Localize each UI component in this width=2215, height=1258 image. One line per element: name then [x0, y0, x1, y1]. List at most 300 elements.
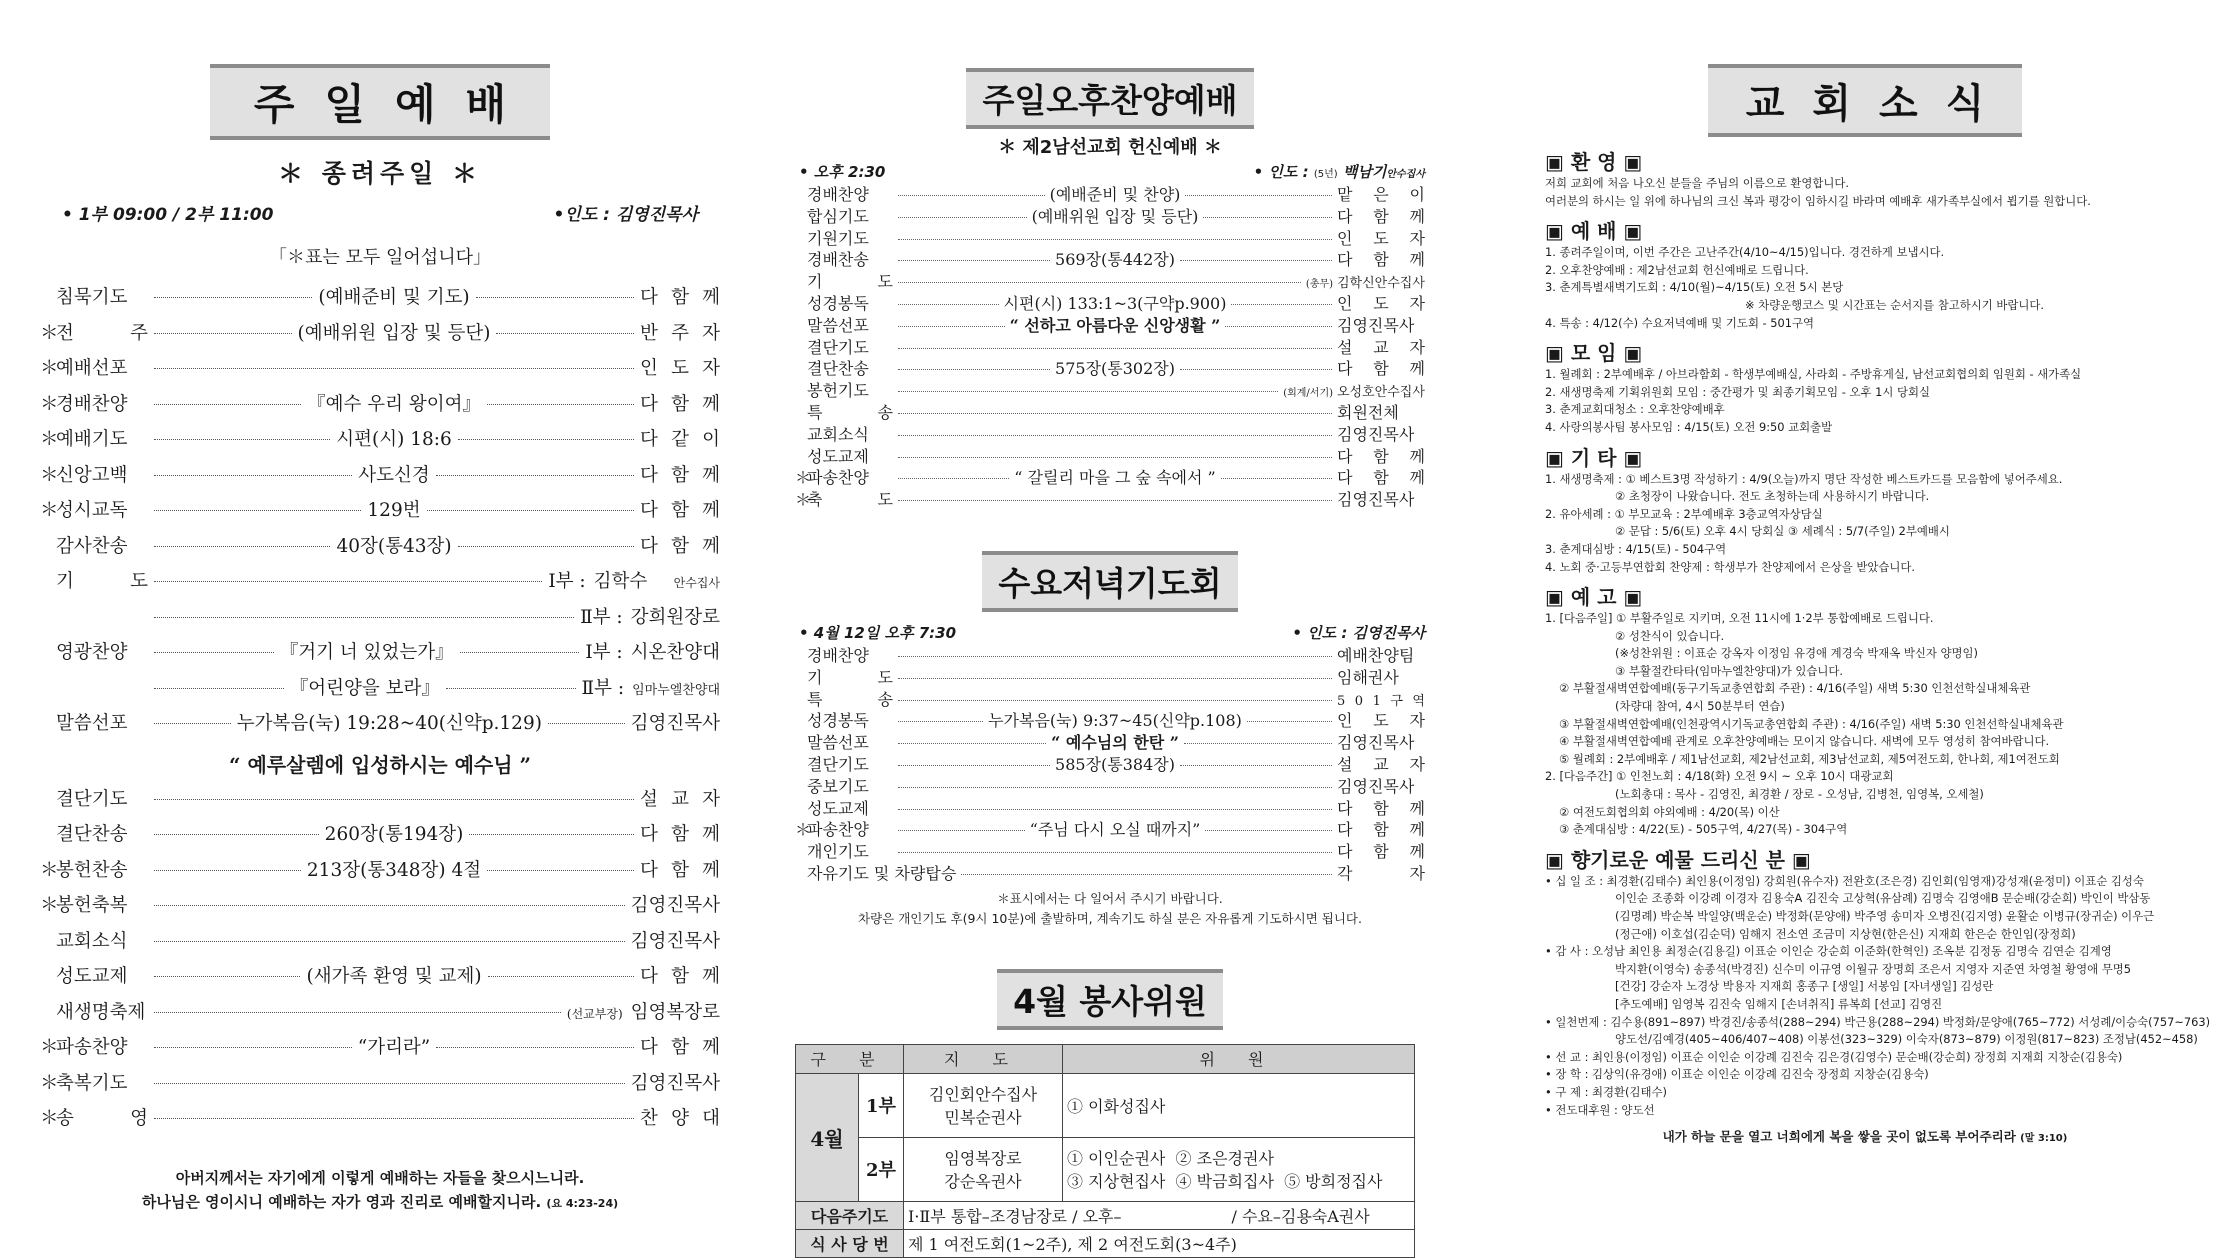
item-name: 말씀선포 — [807, 315, 869, 335]
news-line: ※ 차량운행코스 및 시간표는 순서지를 참고하시기 바랍니다. — [1745, 297, 2044, 312]
news-line: (차량대 참여, 4시 50분부터 연습) — [1615, 699, 1785, 714]
item-leader: 맡 은 이 — [1337, 185, 1426, 204]
item-leader: 다 함 께 — [1337, 842, 1425, 862]
dot-leader — [154, 1047, 352, 1048]
news-body — [1545, 149, 2211, 1119]
news-section-heading: ▣ 예 배 ▣ — [1545, 219, 1643, 244]
item-leader: 김영진목사 — [1337, 490, 1415, 510]
item-content: 시편(시) 133:1~3(구약p.900) — [1003, 293, 1227, 313]
item-content: 40장(통43장) — [336, 535, 452, 557]
stand-marker: ＊ — [795, 820, 812, 840]
malachi-verse: 내가 하늘 문을 열고 너희에게 복을 쌓을 곳이 없도록 부어주리라 (말 3:10) — [1662, 1129, 2068, 1145]
item-leader: 반 주 자 — [640, 322, 721, 344]
news-line: 4. 특송 : 4/12(수) 수요저녁예배 및 기도회 - 501구역 — [1545, 315, 1815, 330]
dot-leader — [898, 326, 1005, 327]
dot-leader — [898, 239, 1332, 240]
church-news-title: 교회소식 — [1708, 64, 2023, 137]
news-line: • 전도대후원 : 양도선 — [1545, 1102, 1655, 1117]
news-section-heading: ▣ 기 타 ▣ — [1545, 445, 1643, 470]
news-line: 2. 새생명축제 기획위원회 모임 : 중간평가 및 최종기획모임 - 오후 1시 당회실 — [1545, 384, 1930, 399]
order-item — [40, 567, 720, 603]
dot-leader — [154, 439, 330, 440]
item-name: 자유기도 및 차량탑승 — [807, 863, 957, 883]
dot-leader — [1231, 304, 1332, 305]
dot-leader — [898, 743, 1046, 744]
afternoon-leader: • 인도 : (5년) 백남기안수집사 — [1253, 163, 1425, 181]
news-section-heading: ▣ 예 고 ▣ — [1545, 585, 1643, 610]
item-leader: 설 교 자 — [1337, 337, 1425, 357]
item-leader: 강희원장로 — [630, 606, 720, 628]
item-name: 결단기도 — [807, 754, 869, 774]
stand-marker: ＊ — [40, 322, 59, 344]
order-item — [40, 425, 720, 461]
service-leader: •인도 : 김영진목사 — [553, 205, 698, 225]
news-line: ⑤ 월례회 : 2부예배후 / 제1남선교회, 제2남선교회, 제3남선교회, 제5여전도회, 한나회, 제1여전도회 — [1559, 751, 2060, 766]
news-section-heading: ▣ 향기로운 예물 드리신 분 ▣ — [1545, 847, 1811, 872]
order-item — [795, 796, 1425, 818]
dot-leader — [898, 457, 1332, 458]
order-item — [40, 319, 720, 355]
item-content: 누가복음(눅) 9:37~45(신약p.108) — [988, 711, 1242, 731]
item-leader: 김영진목사 — [1337, 424, 1415, 444]
item-content: (예배준비 및 찬양) — [1049, 185, 1181, 204]
order-item — [795, 400, 1425, 422]
news-line: • 선 교 : 최인용(이정임) 이표순 이인순 이강례 김진숙 김은경(김영수) 문순배(강순희) 장정희 지재희 지창순(김용숙) — [1545, 1049, 2123, 1064]
order-item — [40, 820, 720, 856]
dot-leader — [154, 1012, 561, 1013]
item-leader: 예배찬양팀 — [1337, 645, 1415, 665]
order-item — [40, 354, 720, 390]
item-leader: 임해권사 — [1337, 667, 1399, 687]
stand-marker: ＊ — [40, 1037, 59, 1058]
item-leader: 김영진목사 — [630, 1072, 720, 1094]
news-line: 이인순 조종화 이강례 이경자 김용숙A 김진숙 고상혁(유삼례) 김명숙 김영애B 문순배(강순희) 박인이 박삼동 — [1615, 891, 2151, 906]
order-item — [795, 817, 1425, 839]
item-content: 『거기 너 있었는가』 — [279, 642, 454, 663]
order-item — [795, 422, 1425, 444]
dot-leader — [898, 435, 1332, 436]
dot-leader — [427, 510, 634, 511]
item-content: (새가족 환영 및 교제) — [306, 966, 482, 987]
order-item — [40, 927, 720, 963]
order-item — [40, 856, 720, 892]
news-line: • 일천번제 : 김수용(891~897) 박경진/송종석(288~294) 박근용(288~294) 박정화/문양애(765~772) 서성례/이승숙(757~763) — [1545, 1014, 2211, 1029]
item-leader: 다 함 께 — [1337, 206, 1426, 226]
dot-leader — [436, 475, 634, 476]
item-content: “ 선하고 아름다운 신앙생활 ” — [1009, 315, 1221, 335]
item-name: 성경봉독 — [807, 293, 869, 313]
leader-prefix: (총무) — [1305, 279, 1333, 291]
leader-prefix: (선교부장) — [566, 1006, 623, 1021]
afternoon-worship-title: 주일오후찬양예배 — [966, 68, 1253, 129]
item-leader: 김영진목사 — [630, 930, 720, 952]
dot-leader — [1185, 195, 1332, 196]
stand-marker: ＊ — [40, 358, 59, 379]
dot-leader — [154, 297, 312, 298]
news-section-heading: ▣ 환 영 ▣ — [1545, 150, 1643, 174]
dot-leader — [154, 976, 300, 977]
item-leader: 인 도 자 — [1337, 228, 1425, 248]
afternoon-subtitle: ＊ 제2남선교회 헌신예배 ＊ — [998, 137, 1222, 158]
item-name: 말씀선포 — [807, 733, 869, 753]
news-line: 4. 노회 중·고등부연합회 찬양제 : 학생부가 찬양제에서 은상을 받았습니다. — [1545, 559, 1916, 574]
order-item — [795, 204, 1425, 226]
item-name: 경배찬양 — [807, 185, 869, 204]
dot-leader — [898, 500, 1332, 501]
sunday-worship-title: 주일예배 — [210, 64, 550, 140]
dot-leader — [898, 700, 1332, 701]
order-item — [795, 226, 1425, 248]
news-line: ③ 부활절새벽연합예배(인천광역시기독교총연합회 주관) : 4/16(주일) 새벽 5:30 인천선학실내체육관 — [1559, 716, 2064, 731]
news-line: (정근애) 이호섭(김순덕) 임해지 전소연 조금미 지상현(한은신) 지재희 한은순 한인임(장정희) — [1615, 926, 2076, 941]
order-item — [795, 465, 1425, 487]
item-leader: 인 도 자 — [1337, 711, 1425, 731]
leader-prefix: Ⅰ부 : — [585, 642, 623, 663]
item-name: 교회소식 — [807, 424, 869, 444]
palm-sunday-subtitle: ＊ 종려주일 ＊ — [277, 159, 482, 188]
stand-marker: ＊ — [40, 895, 59, 916]
item-name: 경배찬양 — [807, 645, 869, 665]
item-leader: 다 함 께 — [640, 535, 721, 557]
dot-leader — [154, 723, 231, 724]
service-times: • 1부 09:00 / 2부 11:00 — [62, 205, 274, 225]
order-of-worship-continued — [40, 785, 720, 1140]
order-item — [40, 532, 720, 568]
dot-leader — [458, 546, 634, 547]
order-item — [40, 390, 720, 426]
news-line: • 구 제 : 최경환(김태수) — [1545, 1084, 1667, 1099]
item-leader: 김영진목사 — [630, 895, 720, 916]
item-leader: 각 자 — [1337, 863, 1425, 883]
dot-leader — [898, 304, 999, 305]
item-name: 결단기도 — [56, 788, 128, 810]
leader-note: 안수집사 — [673, 576, 720, 590]
stand-note: 「＊표는 모두 일어섭니다」 — [269, 247, 491, 268]
dot-leader — [898, 678, 1332, 679]
item-content: “가리라” — [357, 1037, 431, 1058]
stand-marker: ＊ — [40, 393, 59, 415]
item-leader: 다 함 께 — [640, 824, 721, 845]
item-name: 예배선포 — [56, 358, 128, 379]
order-item — [40, 674, 720, 710]
dot-leader — [154, 333, 292, 334]
order-item — [795, 730, 1425, 752]
item-name: 봉헌기도 — [807, 381, 869, 401]
dot-leader — [898, 765, 1050, 766]
dot-leader — [1180, 260, 1332, 261]
order-item — [40, 998, 720, 1034]
news-line: • 감 사 : 오성남 최인용 최정순(김용길) 이표순 이인순 강순희 이준화(한혁인) 조옥분 김정동 김명숙 김연순 김계영 — [1545, 944, 2112, 959]
order-item — [40, 603, 720, 639]
item-leader: 김영진목사 — [1337, 776, 1415, 796]
leader-prefix: Ⅱ부 : — [580, 606, 623, 628]
order-item — [795, 269, 1425, 291]
item-leader: 김학수 — [593, 571, 648, 592]
order-item — [795, 487, 1425, 509]
item-name: 기원기도 — [807, 228, 869, 248]
dot-leader — [898, 656, 1332, 657]
item-leader: 찬 양 대 — [640, 1108, 720, 1129]
item-leader: 다 같 이 — [640, 429, 721, 450]
afternoon-time: • 오후 2:30 — [799, 163, 886, 181]
item-content: 129번 — [367, 500, 421, 521]
news-line: ② 성찬식이 있습니다. — [1615, 628, 1725, 643]
wednesday-prayer-title: 수요저녁기도회 — [982, 551, 1237, 612]
news-line: 3. 춘계교회대청소 : 오후찬양예배후 — [1545, 402, 1725, 417]
item-leader: 임마누엘찬양대 — [632, 682, 721, 698]
item-name: 교회소식 — [56, 930, 128, 952]
news-line: 4. 사랑의봉사팀 봉사모임 : 4/15(토) 오전 9:50 교회출발 — [1545, 419, 1833, 434]
order-item — [795, 839, 1425, 861]
news-line: ③ 춘계대심방 : 4/22(토) - 505구역, 4/27(목) - 304구역 — [1559, 822, 1848, 837]
item-leader: 다 함 께 — [640, 464, 721, 486]
dot-leader — [469, 834, 634, 835]
item-content: 누가복음(눅) 19:28~40(신약p.129) — [236, 713, 542, 734]
dot-leader — [898, 787, 1332, 788]
item-name: 말씀선포 — [56, 713, 128, 734]
order-item — [795, 444, 1425, 466]
news-line: (김명례) 박순복 박일양(백운순) 박정화(문양애) 박주영 송미자 오병진(김지영) 윤활순 이병규(장귀순) 이우근 — [1615, 909, 2155, 923]
dot-leader — [154, 368, 634, 369]
order-item — [40, 891, 720, 927]
item-leader: 설 교 자 — [640, 788, 720, 810]
dot-leader — [961, 874, 1332, 875]
item-leader: 다 함 께 — [1337, 468, 1425, 488]
dot-leader — [154, 941, 625, 942]
dot-leader — [154, 905, 625, 906]
news-line: 박지환(이영숙) 송종석(박경진) 신수미 이규영 이월규 장명희 조은서 지영자 지준연 차영철 황영애 무명5 — [1615, 961, 2131, 976]
dot-leader — [898, 478, 1009, 479]
order-item — [795, 665, 1425, 687]
news-line: ② 부활절새벽연합예배(동구기독교총연합회 주관) : 4/16(주일) 새벽 5:30 인천선학실내체육관 — [1559, 681, 2031, 696]
dot-leader — [898, 195, 1045, 196]
order-item — [40, 1033, 720, 1069]
news-line: 1. [다음주일] ① 부활주일로 지키며, 오전 11시에 1·2부 통합예배로 드립니다. — [1545, 611, 1934, 626]
dot-leader — [1184, 743, 1332, 744]
order-item — [40, 709, 720, 745]
item-name: 예배기도 — [56, 429, 128, 450]
dot-leader — [154, 617, 574, 618]
dot-leader — [460, 652, 580, 653]
item-leader: 오성호안수집사 — [1337, 385, 1425, 401]
stand-marker: ＊ — [40, 464, 59, 486]
item-name: 성도교제 — [807, 798, 869, 818]
dot-leader — [154, 404, 301, 405]
dot-leader — [487, 870, 634, 871]
item-name: 파송찬양 — [807, 468, 869, 488]
item-content: “ 예수님의 한탄 ” — [1051, 733, 1179, 753]
item-content: 569장(통442장) — [1055, 250, 1175, 270]
dot-leader — [476, 297, 634, 298]
dot-leader — [154, 510, 361, 511]
wednesday-order — [795, 643, 1425, 883]
item-name: 개인기도 — [807, 842, 869, 862]
item-name: 감사찬송 — [56, 535, 128, 557]
afternoon-column — [795, 0, 1425, 1258]
order-item — [795, 643, 1425, 665]
item-name: 신앙고백 — [56, 464, 128, 486]
dot-leader — [1180, 765, 1332, 766]
item-content: 213장(통348장) 4절 — [306, 859, 482, 881]
item-name: 특 송 — [807, 689, 893, 709]
stand-marker: ＊ — [40, 859, 59, 881]
order-item — [40, 461, 720, 497]
item-leader: 다 함 께 — [640, 287, 721, 308]
item-name: 침묵기도 — [56, 287, 128, 308]
item-leader: 시온찬양대 — [630, 642, 721, 663]
news-line: 1. 종려주일이며, 이번 주간은 고난주간(4/10~4/15)입니다. 경건하게 보냅시다. — [1545, 245, 1945, 260]
item-leader: 다 함 께 — [640, 500, 720, 521]
dot-leader — [446, 688, 576, 689]
item-leader: 다 함 께 — [640, 859, 721, 881]
news-line: 저희 교회에 처음 나오신 분들을 주님의 이름으로 환영합니다. — [1545, 176, 1850, 190]
dot-leader — [154, 688, 284, 689]
order-item — [40, 1069, 720, 1105]
order-item — [795, 752, 1425, 774]
dot-leader — [898, 260, 1050, 261]
item-content: (예배준비 및 기도) — [318, 287, 470, 308]
order-item — [40, 785, 720, 821]
item-name: 기 도 — [807, 667, 893, 687]
item-leader: 다 함 께 — [640, 966, 721, 987]
item-leader: 다 함 께 — [640, 393, 721, 415]
order-item — [795, 378, 1425, 400]
news-line: (※성찬위원 : 이표순 강옥자 이정임 유경애 계경숙 박재옥 박신자 양명임) — [1615, 646, 1978, 661]
news-line: 3. 춘계대심방 : 4/15(토) - 504구역 — [1545, 541, 1727, 556]
item-content: (예배위원 입장 및 등단) — [297, 322, 491, 344]
item-name: 결단찬송 — [807, 359, 869, 379]
dot-leader — [1205, 830, 1332, 831]
news-line: 양도선/김예경(405~406/407~408) 이봉선(323~329) 이숙자(873~879) 이정원(817~823) 조정남(452~458) — [1615, 1032, 2198, 1047]
item-name: 중보기도 — [807, 776, 869, 796]
order-item — [795, 774, 1425, 796]
news-line: ② 여전도회협의회 야외예배 : 4/20(목) 이산 — [1559, 804, 1780, 819]
news-line: 1. 월례회 : 2부예배후 / 아브라함회 - 학생부예배실, 사라회 - 주방휴게실, 남선교회협의회 임원회 - 새가족실 — [1545, 367, 2082, 382]
item-leader: 다 함 께 — [1337, 798, 1425, 818]
item-content: (예배위원 입장 및 등단) — [1031, 206, 1199, 226]
item-name: 기 도 — [56, 571, 148, 592]
dot-leader — [898, 721, 983, 722]
dot-leader — [1221, 478, 1332, 479]
item-content: 260장(통194장) — [324, 824, 464, 845]
stand-marker: ＊ — [40, 1108, 59, 1129]
dot-leader — [154, 581, 542, 582]
item-leader: 인 도 자 — [1337, 293, 1425, 313]
wednesday-notes: ＊표시에서는 다 일어서 주시기 바랍니다. 차량은 개인기도 후(9시 10분)에 출발하며, 계속기도 하실 분은 자유롭게 기도하시면 됩니다. — [858, 890, 1362, 926]
dot-leader — [154, 475, 352, 476]
news-line: 2. 유아세례 : ① 부모교육 : 2부예배후 3층교역자상담실 — [1545, 506, 1823, 521]
dot-leader — [154, 546, 330, 547]
item-content: 『어린양을 보라』 — [289, 677, 440, 699]
april-servants-title: 4월 봉사위원 — [997, 969, 1223, 1030]
order-of-worship — [40, 283, 720, 745]
item-leader: 다 함 께 — [1337, 250, 1425, 270]
closing-verse: 아버지께서는 자기에게 이렇게 예배하는 자들을 찾으시느니라. 하나님은 영이시니 예배하는 자가 영과 진리로 예배할지니라. (요 4:23-24) — [141, 1168, 619, 1211]
item-name: 결단기도 — [807, 337, 869, 357]
item-leader: 인 도 자 — [640, 358, 720, 379]
order-item — [795, 708, 1425, 730]
dot-leader — [898, 348, 1332, 349]
item-leader: 김영진목사 — [1337, 315, 1415, 335]
item-content: 시편(시) 18:6 — [336, 429, 452, 450]
item-name: 봉헌축복 — [56, 895, 128, 916]
item-name: 영광찬양 — [56, 642, 128, 663]
dot-leader — [458, 439, 634, 440]
dot-leader — [898, 413, 1332, 414]
dot-leader — [496, 333, 634, 334]
dot-leader — [487, 404, 634, 405]
news-line: 여러분의 하시는 일 위에 하나님의 크신 복과 평강이 임하시길 바라며 예배후 새가족부실에서 뵙기를 원합니다. — [1545, 193, 2091, 208]
item-content: 575장(통302장) — [1055, 359, 1175, 379]
order-item — [795, 687, 1425, 709]
item-name: 새생명축제 — [56, 1001, 146, 1023]
wednesday-leader: • 인도 : 김영진목사 — [1292, 623, 1425, 642]
dot-leader — [898, 830, 1025, 831]
order-item — [795, 291, 1425, 313]
news-line: ④ 부활절새벽연합예배 관계로 오후찬양예배는 모이지 않습니다. 새벽에 모두 영성히 참여바랍니다. — [1559, 734, 2050, 749]
dot-leader — [1180, 369, 1332, 370]
dot-leader — [1225, 326, 1332, 327]
stand-marker: ＊ — [795, 468, 812, 488]
stand-marker: ＊ — [40, 500, 59, 521]
item-leader: 회원전체 — [1337, 402, 1399, 422]
order-item — [795, 313, 1425, 335]
sunday-worship-column — [40, 0, 720, 1216]
item-content: 『예수 우리 왕이여』 — [307, 393, 481, 415]
news-line: 2. [다음주간] ① 인천노회 : 4/18(화) 오전 9시 ~ 오후 10시 대광교회 — [1545, 769, 1894, 784]
order-item — [795, 247, 1425, 269]
item-leader: 다 함 께 — [1337, 359, 1425, 379]
dot-leader — [548, 723, 625, 724]
stand-marker: ＊ — [40, 1072, 59, 1094]
news-line: • 십 일 조 : 최경환(김태수) 최인용(이정임) 강희원(유수자) 전완호(조은경) 김인회(임영재)강성재(윤정미) 이표순 김성숙 — [1545, 873, 2144, 888]
sermon-title: “ 예루살렘에 입성하시는 예수님 ” — [228, 752, 532, 777]
leader-prefix: Ⅰ부 : — [548, 571, 586, 592]
order-item — [40, 638, 720, 674]
order-item — [795, 335, 1425, 357]
item-content: 사도신경 — [358, 464, 430, 486]
dot-leader — [898, 391, 1278, 392]
news-line: 3. 춘계특별새벽기도회 : 4/10(월)~4/15(토) 오전 5시 본당 — [1545, 280, 1844, 295]
news-line: 2. 오후찬양예배 : 제2남선교회 헌신예배로 드립니다. — [1545, 262, 1809, 277]
dot-leader — [154, 870, 301, 871]
news-line: (노회총대 : 목사 - 김영진, 최경환 / 장로 - 오성남, 김병천, 임영복, 오세철) — [1615, 787, 1984, 802]
news-line: ③ 부활절칸타타(임마누엘찬양대)가 있습니다. — [1615, 663, 1844, 678]
dot-leader — [488, 976, 634, 977]
news-line: [추도예배] 임영복 김진숙 임해지 [손녀취직] 류복희 [선교] 김영진 — [1615, 996, 1943, 1011]
leader-prefix: Ⅱ부 : — [581, 677, 625, 699]
item-content: “주님 다시 오실 때까지” — [1029, 820, 1201, 840]
news-line: • 장 학 : 김상익(유경애) 이표순 이인순 이강례 김진숙 장정희 지창순(김용숙) — [1545, 1067, 1929, 1082]
item-leader: 5 0 1 구 역 — [1337, 693, 1425, 709]
item-name: 봉헌찬송 — [56, 859, 128, 881]
item-leader: 다 함 께 — [1337, 820, 1426, 840]
dot-leader — [898, 809, 1332, 810]
stand-marker: ＊ — [795, 490, 812, 510]
dot-leader — [898, 369, 1050, 370]
servants-table: 구 분 지 도 위 원 4월 1부 김인회안수집사 민복순권사 ① 이화성집사 2부 임영복장로 강순옥권사 ① 이인순권사 ② 조은경권사 ③ 지상현집사 ④ 박금희집사 ⑤ 방희정집사 다음주기도 Ⅰ·Ⅱ부 통합–조경남장로 / 오후– / 수요–김용숙A권사 식 사 당 번 제 1 여전도회(1~2주), 제 2 여전도회(3~4주) — [795, 1044, 1415, 1258]
news-line: 1. 새생명축제 : ① 베스트3명 작성하기 : 4/9(오늘)까지 명단 작성한 베스트카드를 모음함에 넣어주세요. — [1545, 471, 2063, 486]
item-name: 성도교제 — [56, 966, 128, 987]
dot-leader — [154, 1118, 634, 1119]
item-name: 축 도 — [807, 490, 893, 510]
news-section-heading: ▣ 모 임 ▣ — [1545, 341, 1643, 366]
leader-prefix: (회계/서기) — [1283, 388, 1333, 400]
dot-leader — [1247, 721, 1332, 722]
order-item — [40, 1104, 720, 1140]
order-item — [40, 283, 720, 319]
item-name: 파송찬양 — [56, 1037, 128, 1058]
